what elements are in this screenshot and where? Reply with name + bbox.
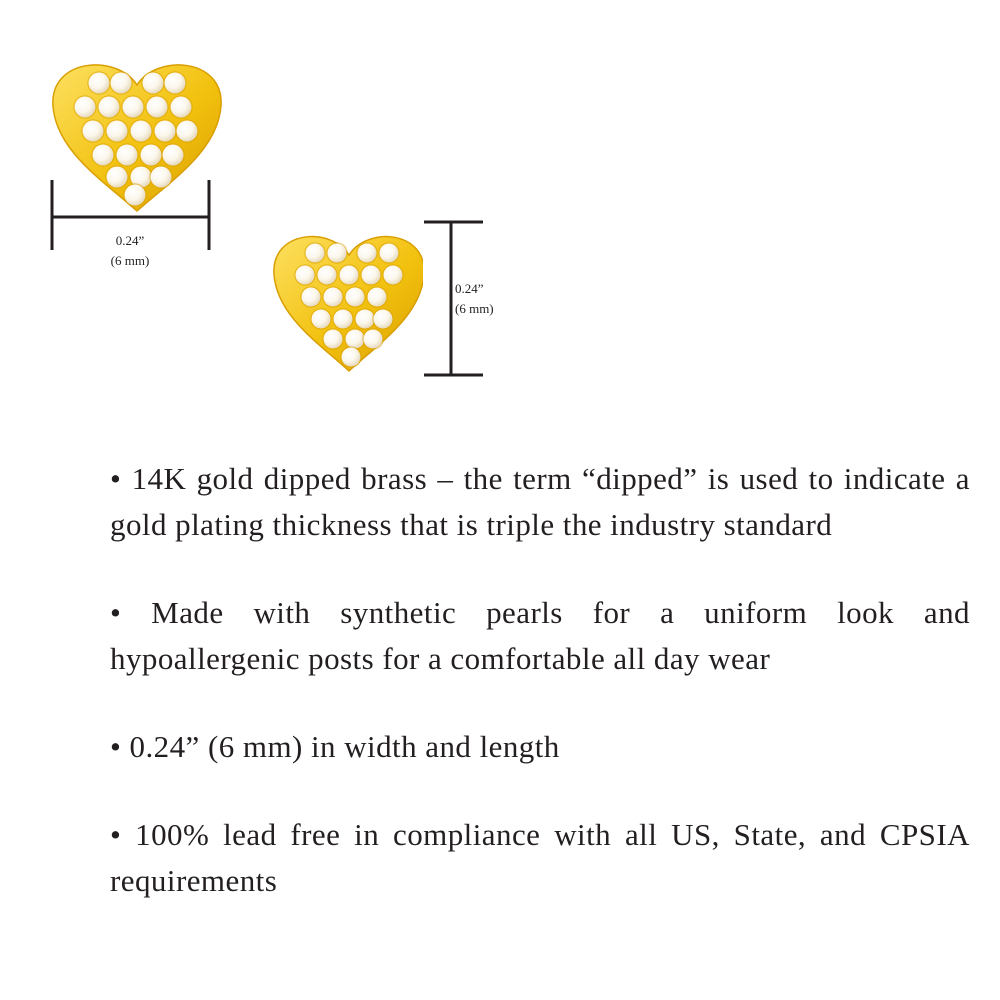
height-dimension-label <box>455 279 535 319</box>
feature-list <box>110 456 970 904</box>
feature-item-size: • 0.24” (6 mm) in width and length <box>110 729 560 764</box>
height-mm: (6 mm) <box>455 301 494 316</box>
width-dimension-label <box>75 231 185 271</box>
feature-item-lead-free: • 100% lead free in compliance with all US, State, and CPSIA requirements <box>110 817 970 898</box>
width-inches: 0.24” <box>115 233 145 248</box>
feature-item-material: • 14K gold dipped brass – the term “dipped” is used to indicate a gold plating thickness that is triple the industry standard <box>110 461 970 542</box>
heart-earring-image-right <box>273 225 423 375</box>
width-mm: (6 mm) <box>110 253 150 268</box>
height-inches: 0.24” <box>455 281 484 296</box>
feature-item-pearls: • Made with synthetic pearls for a uniform look and hypoallergenic posts for a comfortable all day wear <box>110 595 970 676</box>
